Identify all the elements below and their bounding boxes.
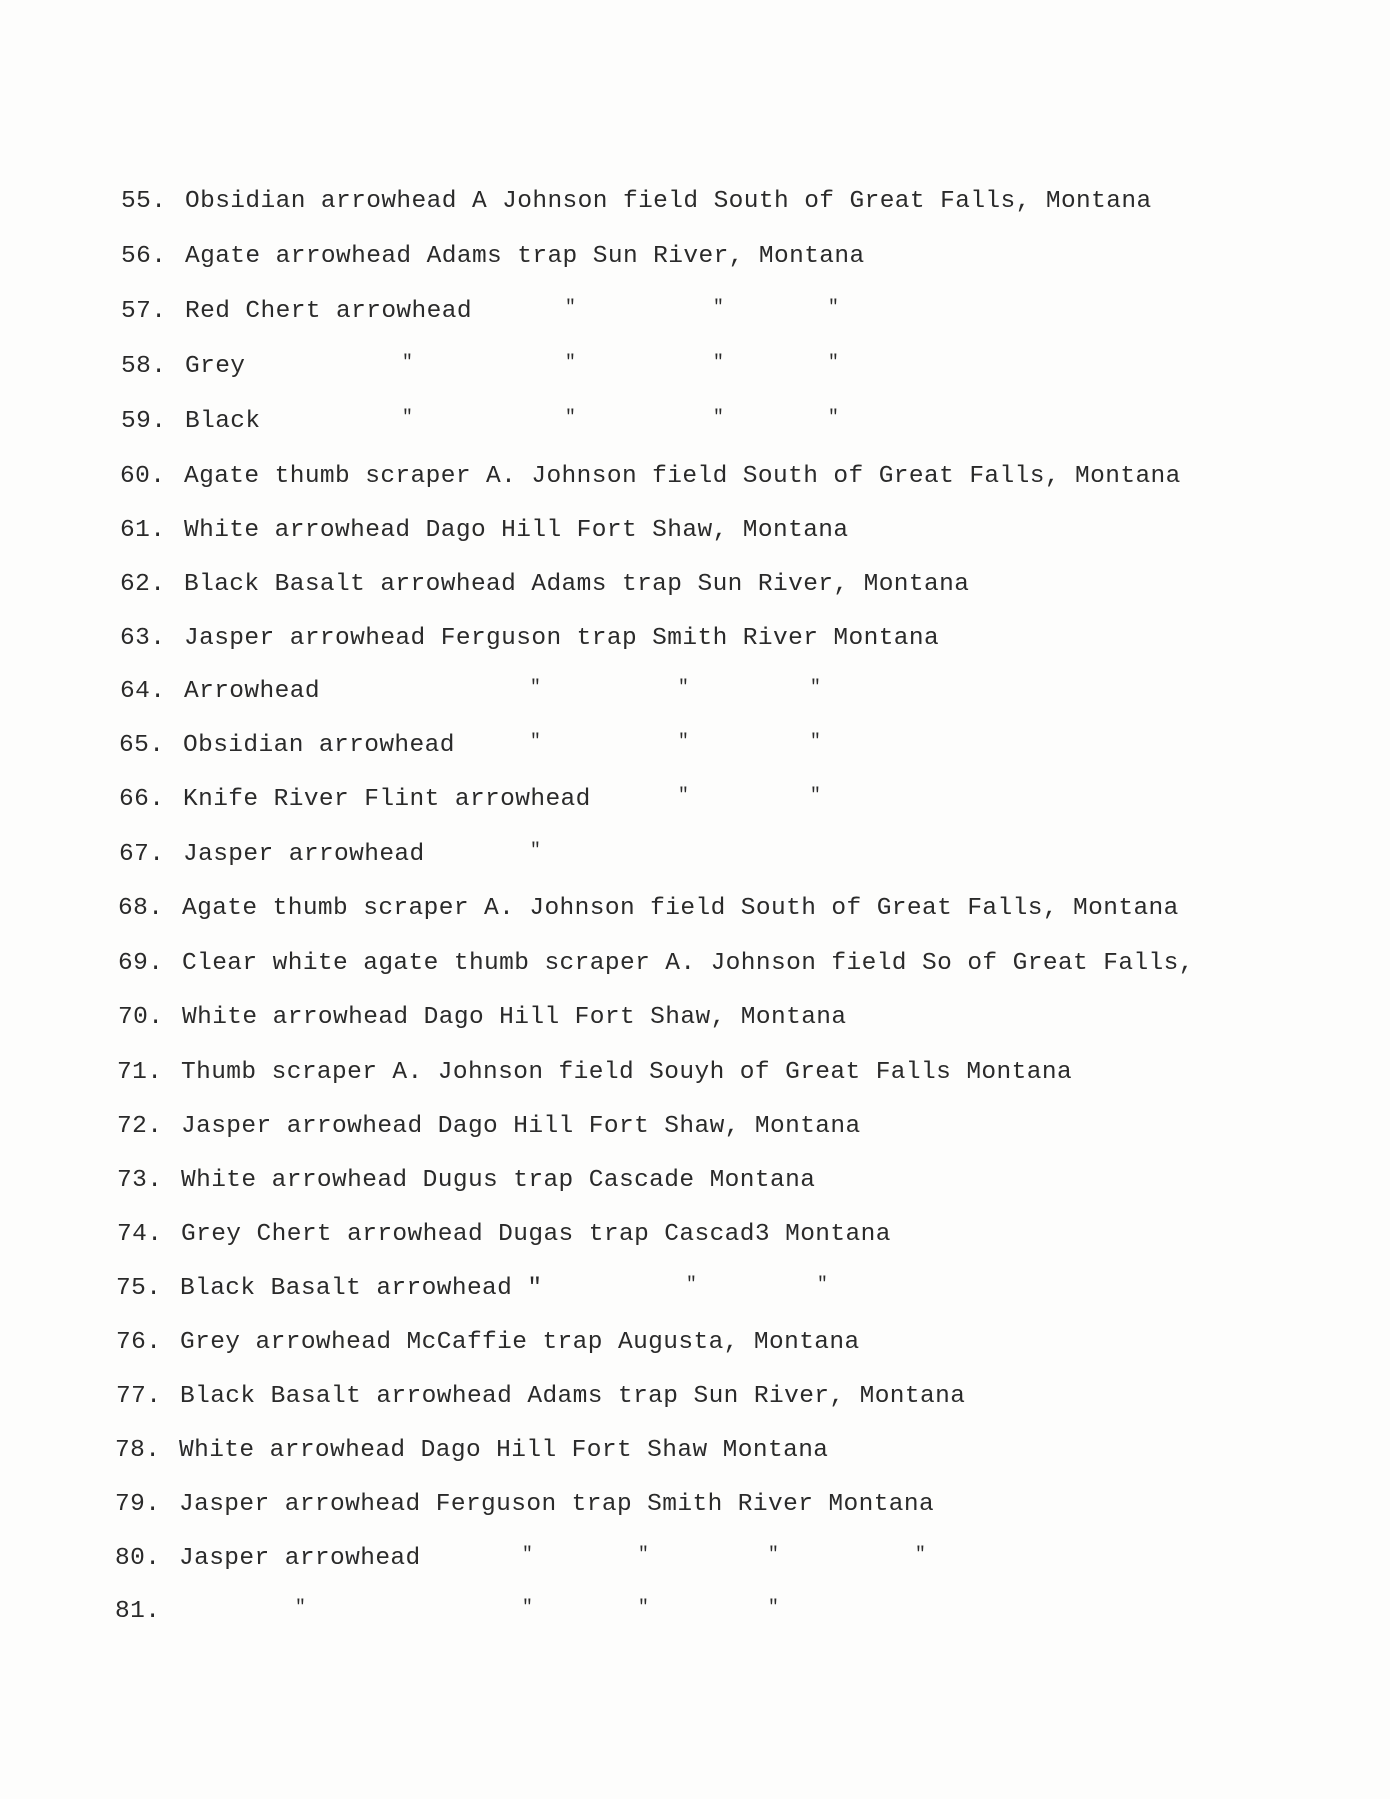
- list-item: [117, 1112, 1370, 1142]
- item-description: Knife River Flint arrowhead: [183, 786, 591, 813]
- ditto-mark: ": [810, 732, 822, 752]
- ditto-mark: ": [295, 1598, 307, 1618]
- item-description: Black Basalt arrowhead ": [180, 1275, 543, 1302]
- ditto-mark: ": [565, 298, 577, 318]
- list-item: [117, 1166, 1370, 1196]
- ditto-mark: ": [828, 408, 840, 428]
- item-description: Jasper arrowhead Ferguson trap Smith River Montana: [179, 1491, 935, 1518]
- ditto-mark: ": [810, 786, 822, 806]
- item-number: 72.: [117, 1113, 163, 1140]
- item-description: Black Basalt arrowhead Adams trap Sun River, Montana: [184, 571, 970, 598]
- item-description: Black: [185, 408, 261, 435]
- item-number: 59.: [121, 408, 167, 435]
- list-item: [118, 949, 1370, 979]
- list-item: [116, 1382, 1370, 1412]
- ditto-mark: ": [522, 1598, 534, 1618]
- item-number: 64.: [120, 678, 166, 705]
- item-number: 70.: [118, 1004, 164, 1031]
- item-number: 73.: [117, 1167, 163, 1194]
- item-number: 79.: [115, 1491, 161, 1518]
- list-item: [115, 1597, 1370, 1627]
- item-description: White arrowhead Dago Hill Fort Shaw, Montana: [182, 1004, 847, 1031]
- list-item: [120, 516, 1370, 546]
- item-number: 80.: [115, 1545, 161, 1572]
- item-description: Agate thumb scraper A. Johnson field South of Great Falls, Montana: [184, 463, 1181, 490]
- item-description: White arrowhead Dago Hill Fort Shaw, Montana: [184, 517, 849, 544]
- item-number: 56.: [121, 243, 167, 270]
- item-number: 67.: [119, 841, 165, 868]
- item-number: 71.: [117, 1059, 163, 1086]
- item-description: Jasper arrowhead Dago Hill Fort Shaw, Montana: [181, 1113, 861, 1140]
- ditto-mark: ": [713, 408, 725, 428]
- list-item: [120, 570, 1370, 600]
- ditto-mark: ": [522, 1545, 534, 1565]
- item-description: Jasper arrowhead: [179, 1545, 421, 1572]
- list-item: [117, 1220, 1370, 1250]
- item-number: 76.: [116, 1329, 162, 1356]
- list-item: [118, 1003, 1370, 1033]
- ditto-mark: ": [828, 298, 840, 318]
- item-description: Obsidian arrowhead: [183, 732, 455, 759]
- item-description: Grey: [185, 353, 246, 380]
- list-item: [121, 187, 1370, 217]
- item-number: 58.: [121, 353, 167, 380]
- ditto-mark: ": [678, 678, 690, 698]
- item-number: 62.: [120, 571, 166, 598]
- item-description: White arrowhead Dago Hill Fort Shaw Montana: [179, 1437, 829, 1464]
- list-item: [119, 785, 1370, 815]
- item-number: 75.: [116, 1275, 162, 1302]
- list-item: [116, 1274, 1370, 1304]
- item-description: Agate arrowhead Adams trap Sun River, Montana: [185, 243, 865, 270]
- list-item: [121, 242, 1370, 272]
- ditto-mark: ": [915, 1545, 927, 1565]
- item-number: 55.: [121, 188, 167, 215]
- list-item: [121, 297, 1370, 327]
- item-number: 57.: [121, 298, 167, 325]
- list-item: [119, 840, 1370, 870]
- item-description: Red Chert arrowhead: [185, 298, 472, 325]
- item-number: 60.: [120, 463, 166, 490]
- ditto-mark: ": [638, 1545, 650, 1565]
- list-item: [117, 1058, 1370, 1088]
- item-description: Grey arrowhead McCaffie trap Augusta, Montana: [180, 1329, 860, 1356]
- item-number: 69.: [118, 950, 164, 977]
- item-number: 61.: [120, 517, 166, 544]
- ditto-mark: ": [565, 408, 577, 428]
- ditto-mark: ": [530, 678, 542, 698]
- ditto-mark: ": [768, 1598, 780, 1618]
- ditto-mark: ": [678, 786, 690, 806]
- ditto-mark: ": [713, 353, 725, 373]
- item-number: 78.: [115, 1437, 161, 1464]
- item-number: 81.: [115, 1598, 161, 1625]
- item-description: Black Basalt arrowhead Adams trap Sun River, Montana: [180, 1383, 966, 1410]
- list-item: [115, 1544, 1370, 1574]
- item-number: 74.: [117, 1221, 163, 1248]
- list-item: [116, 1328, 1370, 1358]
- ditto-mark: ": [768, 1545, 780, 1565]
- list-item: [120, 624, 1370, 654]
- item-number: 66.: [119, 786, 165, 813]
- list-item: [121, 407, 1370, 437]
- ditto-mark: ": [402, 408, 414, 428]
- item-number: 63.: [120, 625, 166, 652]
- ditto-mark: ": [817, 1275, 829, 1295]
- item-description: Agate thumb scraper A. Johnson field South of Great Falls, Montana: [182, 895, 1179, 922]
- ditto-mark: ": [810, 678, 822, 698]
- item-description: White arrowhead Dugus trap Cascade Montana: [181, 1167, 816, 1194]
- ditto-mark: ": [678, 732, 690, 752]
- item-number: 68.: [118, 895, 164, 922]
- item-description: Jasper arrowhead: [183, 841, 425, 868]
- ditto-mark: ": [402, 353, 414, 373]
- list-item: [118, 894, 1370, 924]
- item-description: Jasper arrowhead Ferguson trap Smith River Montana: [184, 625, 940, 652]
- ditto-mark: ": [638, 1598, 650, 1618]
- item-number: 65.: [119, 732, 165, 759]
- item-description: Grey Chert arrowhead Dugas trap Cascad3 Montana: [181, 1221, 891, 1248]
- ditto-mark: ": [530, 732, 542, 752]
- ditto-mark: ": [686, 1275, 698, 1295]
- ditto-mark: ": [530, 841, 542, 861]
- list-item: [119, 731, 1370, 761]
- list-item: [115, 1436, 1370, 1466]
- ditto-mark: ": [713, 298, 725, 318]
- list-item: [120, 462, 1370, 492]
- list-item: [121, 352, 1370, 382]
- ditto-mark: ": [565, 353, 577, 373]
- item-description: Thumb scraper A. Johnson field Souyh of Great Falls Montana: [181, 1059, 1073, 1086]
- list-item: [115, 1490, 1370, 1520]
- ditto-mark: ": [828, 353, 840, 373]
- list-item: [120, 677, 1370, 707]
- item-description: Clear white agate thumb scraper A. Johnson field So of Great Falls,: [182, 950, 1194, 977]
- item-description: Obsidian arrowhead A Johnson field South of Great Falls, Montana: [185, 188, 1152, 215]
- item-number: 77.: [116, 1383, 162, 1410]
- item-description: Arrowhead: [184, 678, 320, 705]
